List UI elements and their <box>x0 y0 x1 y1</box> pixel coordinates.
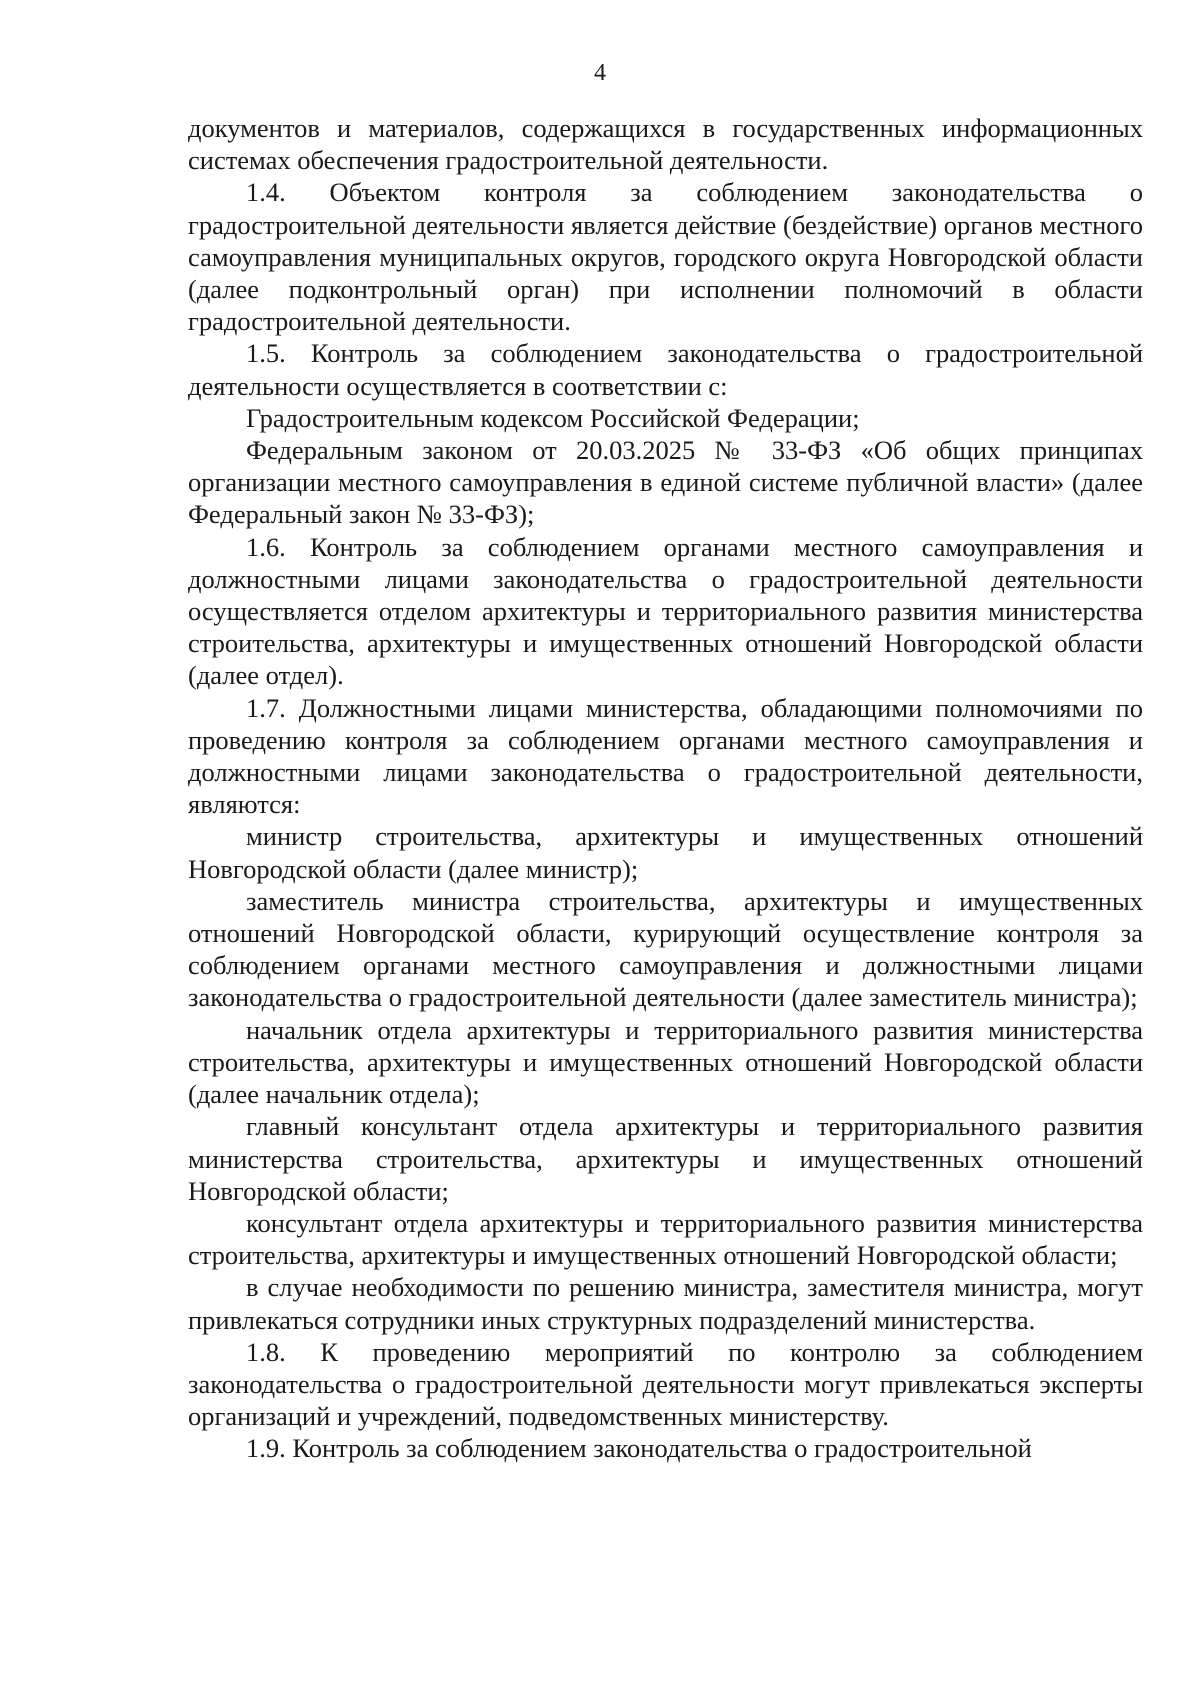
paragraph-minister: министр строительства, архитектуры и имущественных отношений Новгородской области (далее министр); <box>188 821 1143 884</box>
paragraph-federal-law: Федеральным законом от 20.03.2025 № 33-ФЗ «Об общих принципах организации местного самоуправления в единой системе публичной власти» (далее Федеральный закон № 33-ФЗ); <box>188 435 1143 530</box>
paragraph-deputy-minister: заместитель министра строительства, архитектуры и имущественных отношений Новгородской области, курирующий осуществление контроля за соблюдением органами местного самоуправления и должностными лицами законодательства о градостроительной деятельности (далее заместитель министра); <box>188 885 1143 1013</box>
paragraph-1-7: 1.7. Должностными лицами министерства, обладающими полномочиями по проведению контроля за соблюдением органами местного самоуправления и должностными лицами законодательства о градостроительной деятельности, являются: <box>188 692 1143 820</box>
page-number: 4 <box>594 60 606 86</box>
paragraph-1-6: 1.6. Контроль за соблюдением органами местного самоуправления и должностными лицами законодательства о градостроительной деятельности осуществляется отделом архитектуры и территориального развития министерства строительства, архитектуры и имущественных отношений Новгородской области (далее отдел). <box>188 531 1143 691</box>
paragraph-chief-consultant: главный консультант отдела архитектуры и территориального развития министерства строительства, архитектуры и имущественных отношений Новгородской области; <box>188 1111 1143 1206</box>
paragraph-1-9: 1.9. Контроль за соблюдением законодательства о градостроительной <box>246 1433 1032 1464</box>
paragraph-1-8: 1.8. К проведению мероприятий по контролю за соблюдением законодательства о градостроительной деятельности могут привлекаться эксперты организаций и учреждений, подведомственных министерству. <box>188 1336 1143 1432</box>
paragraph-1-4: 1.4. Объектом контроля за соблюдением законодательства о градостроительной деятельности является действие (бездействие) органов местного самоуправления муниципальных округов, городского округа Новгородской области (далее подконтрольный орган) при исполнении полномочий в области градостроительной деятельности. <box>188 177 1143 337</box>
paragraph-1-5: 1.5. Контроль за соблюдением законодательства о градостроительной деятельности осуществляется в соответствии с: <box>188 338 1143 401</box>
paragraph-consultant: консультант отдела архитектуры и территориального развития министерства строительства, архитектуры и имущественных отношений Новгородской области; <box>188 1207 1143 1271</box>
paragraph-urban-code: Градостроительным кодексом Российской Федерации; <box>246 402 860 433</box>
document-body <box>188 112 1143 1465</box>
paragraph-head-of-department: начальник отдела архитектуры и территориального развития министерства строительства, архитектуры и имущественных отношений Новгородской области (далее начальник отдела); <box>188 1014 1143 1110</box>
paragraph-continuation: документов и материалов, содержащихся в государственных информационных системах обеспечения градостроительной деятельности. <box>188 113 1143 176</box>
paragraph-other-staff: в случае необходимости по решению министра, заместителя министра, могут привлекаться сотрудники иных структурных подразделений министерства. <box>188 1272 1143 1335</box>
